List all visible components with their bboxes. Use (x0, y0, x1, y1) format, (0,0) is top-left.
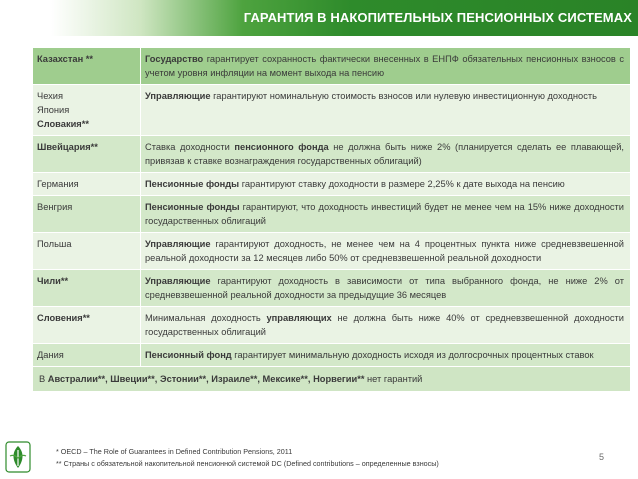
description-text: гарантируют ставку доходности в размере 2,25% к дате выхода на пенсию (239, 179, 565, 189)
country-name: Германия (37, 179, 79, 189)
country-name: Дания (37, 350, 64, 360)
description-text: гарантируют доходность в зависимости от типа выбранного фонда, не ниже 2% от средневзвешенной реальной доходности за предыдущие 36 месяцев (145, 276, 624, 300)
description-text: гарантирует сохранность фактически внесенных в ЕНПФ обязательных пенсионных взносов с учетом уровня инфляции на момент выхода на пенсию (145, 54, 624, 78)
country-cell (33, 196, 141, 233)
table-row (33, 85, 630, 136)
country-cell (33, 344, 141, 367)
guarantee-description (141, 233, 631, 270)
country-name: Польша (37, 239, 72, 249)
guarantee-description (141, 270, 631, 307)
guarantee-description (141, 307, 631, 344)
footnote-oecd: * OECD – The Role of Guarantees in Defined Contribution Pensions, 2011 (56, 447, 293, 456)
country-cell (33, 307, 141, 344)
country-name: Чехия (37, 91, 64, 101)
country-name: Швейцария** (37, 142, 98, 152)
description-text: гарантируют доходность, не менее чем на 4 процентных пункта ниже средневзвешенной реальной доходности за 12 месяцев либо 50% от средневзвешенной реальной доходности (145, 239, 624, 263)
summary-row (33, 367, 630, 392)
guarantor-label: Пенсионные фонды (145, 202, 240, 212)
country-name: Япония (37, 105, 70, 115)
guarantor-label: Управляющие (145, 91, 211, 101)
page-number: 5 (598, 452, 604, 462)
description-prefix: Ставка доходности (145, 142, 235, 152)
country-name: Венгрия (37, 202, 73, 212)
summary-cell (33, 367, 630, 392)
summary-suffix: нет гарантий (364, 374, 423, 384)
table-row (33, 344, 630, 367)
description-text: гарантирует минимальную доходность исходя из долгосрочных процентных ставок (231, 350, 594, 360)
description-prefix: Минимальная доходность (145, 313, 267, 323)
country-name: Казахстан ** (37, 54, 94, 64)
guarantor-label: управляющих (266, 313, 332, 323)
description-text: не должна быть ниже 2% (планируется сделать ее плавающей, привязав к ставке вознаграждения государственных облигаций) (145, 142, 624, 166)
country-name: Чили** (37, 276, 69, 286)
table-row (33, 307, 630, 344)
footnote-dc: ** Страны с обязательной накопительной пенсионной системой DC (Defined contributions – определенные взносы) (56, 459, 439, 468)
country-cell (33, 85, 141, 136)
guarantee-description (141, 48, 631, 85)
table-row (33, 196, 630, 233)
table-row (33, 233, 630, 270)
guarantor-label: Государство (145, 54, 204, 64)
table-row (33, 173, 630, 196)
country-name: Словения** (37, 313, 90, 323)
table-row (33, 270, 630, 307)
guarantor-label: пенсионного фонда (234, 142, 329, 152)
country-cell (33, 48, 141, 85)
description-text: гарантируют номинальную стоимость взносов или нулевую инвестиционную доходность (210, 91, 597, 101)
guarantor-label: Пенсионные фонды (145, 179, 240, 189)
guarantor-label: Управляющие (145, 239, 211, 249)
summary-countries: Австралии**, Швеции**, Эстонии**, Израиле**, Мексике**, Норвегии** (47, 374, 365, 384)
description-text: не должна быть ниже 40% от средневзвешенной доходности государственных облигаций (145, 313, 624, 337)
description-text: гарантируют, что доходность инвестиций будет не менее чем на 15% ниже доходности государственных облигаций (145, 202, 624, 226)
guarantee-description (141, 344, 631, 367)
slide-header (0, 0, 638, 36)
country-name: Словакия** (37, 119, 89, 129)
guarantee-description (141, 136, 631, 173)
table-row (33, 136, 630, 173)
guarantee-description (141, 196, 631, 233)
guarantor-label: Пенсионный фонд (145, 350, 232, 360)
table-row (33, 48, 630, 85)
guarantee-description (141, 85, 631, 136)
guarantees-table (33, 48, 630, 392)
summary-prefix: В (39, 374, 48, 384)
guarantee-description (141, 173, 631, 196)
guarantor-label: Управляющие (145, 276, 211, 286)
country-cell (33, 233, 141, 270)
country-cell (33, 173, 141, 196)
country-cell (33, 136, 141, 173)
footnotes (56, 446, 439, 470)
country-cell (33, 270, 141, 307)
page-title: ГАРАНТИЯ В НАКОПИТЕЛЬНЫХ ПЕНСИОННЫХ СИСТЕМАХ (243, 10, 632, 25)
guarantees-table-body (33, 48, 630, 392)
enpf-logo-icon (4, 440, 32, 474)
